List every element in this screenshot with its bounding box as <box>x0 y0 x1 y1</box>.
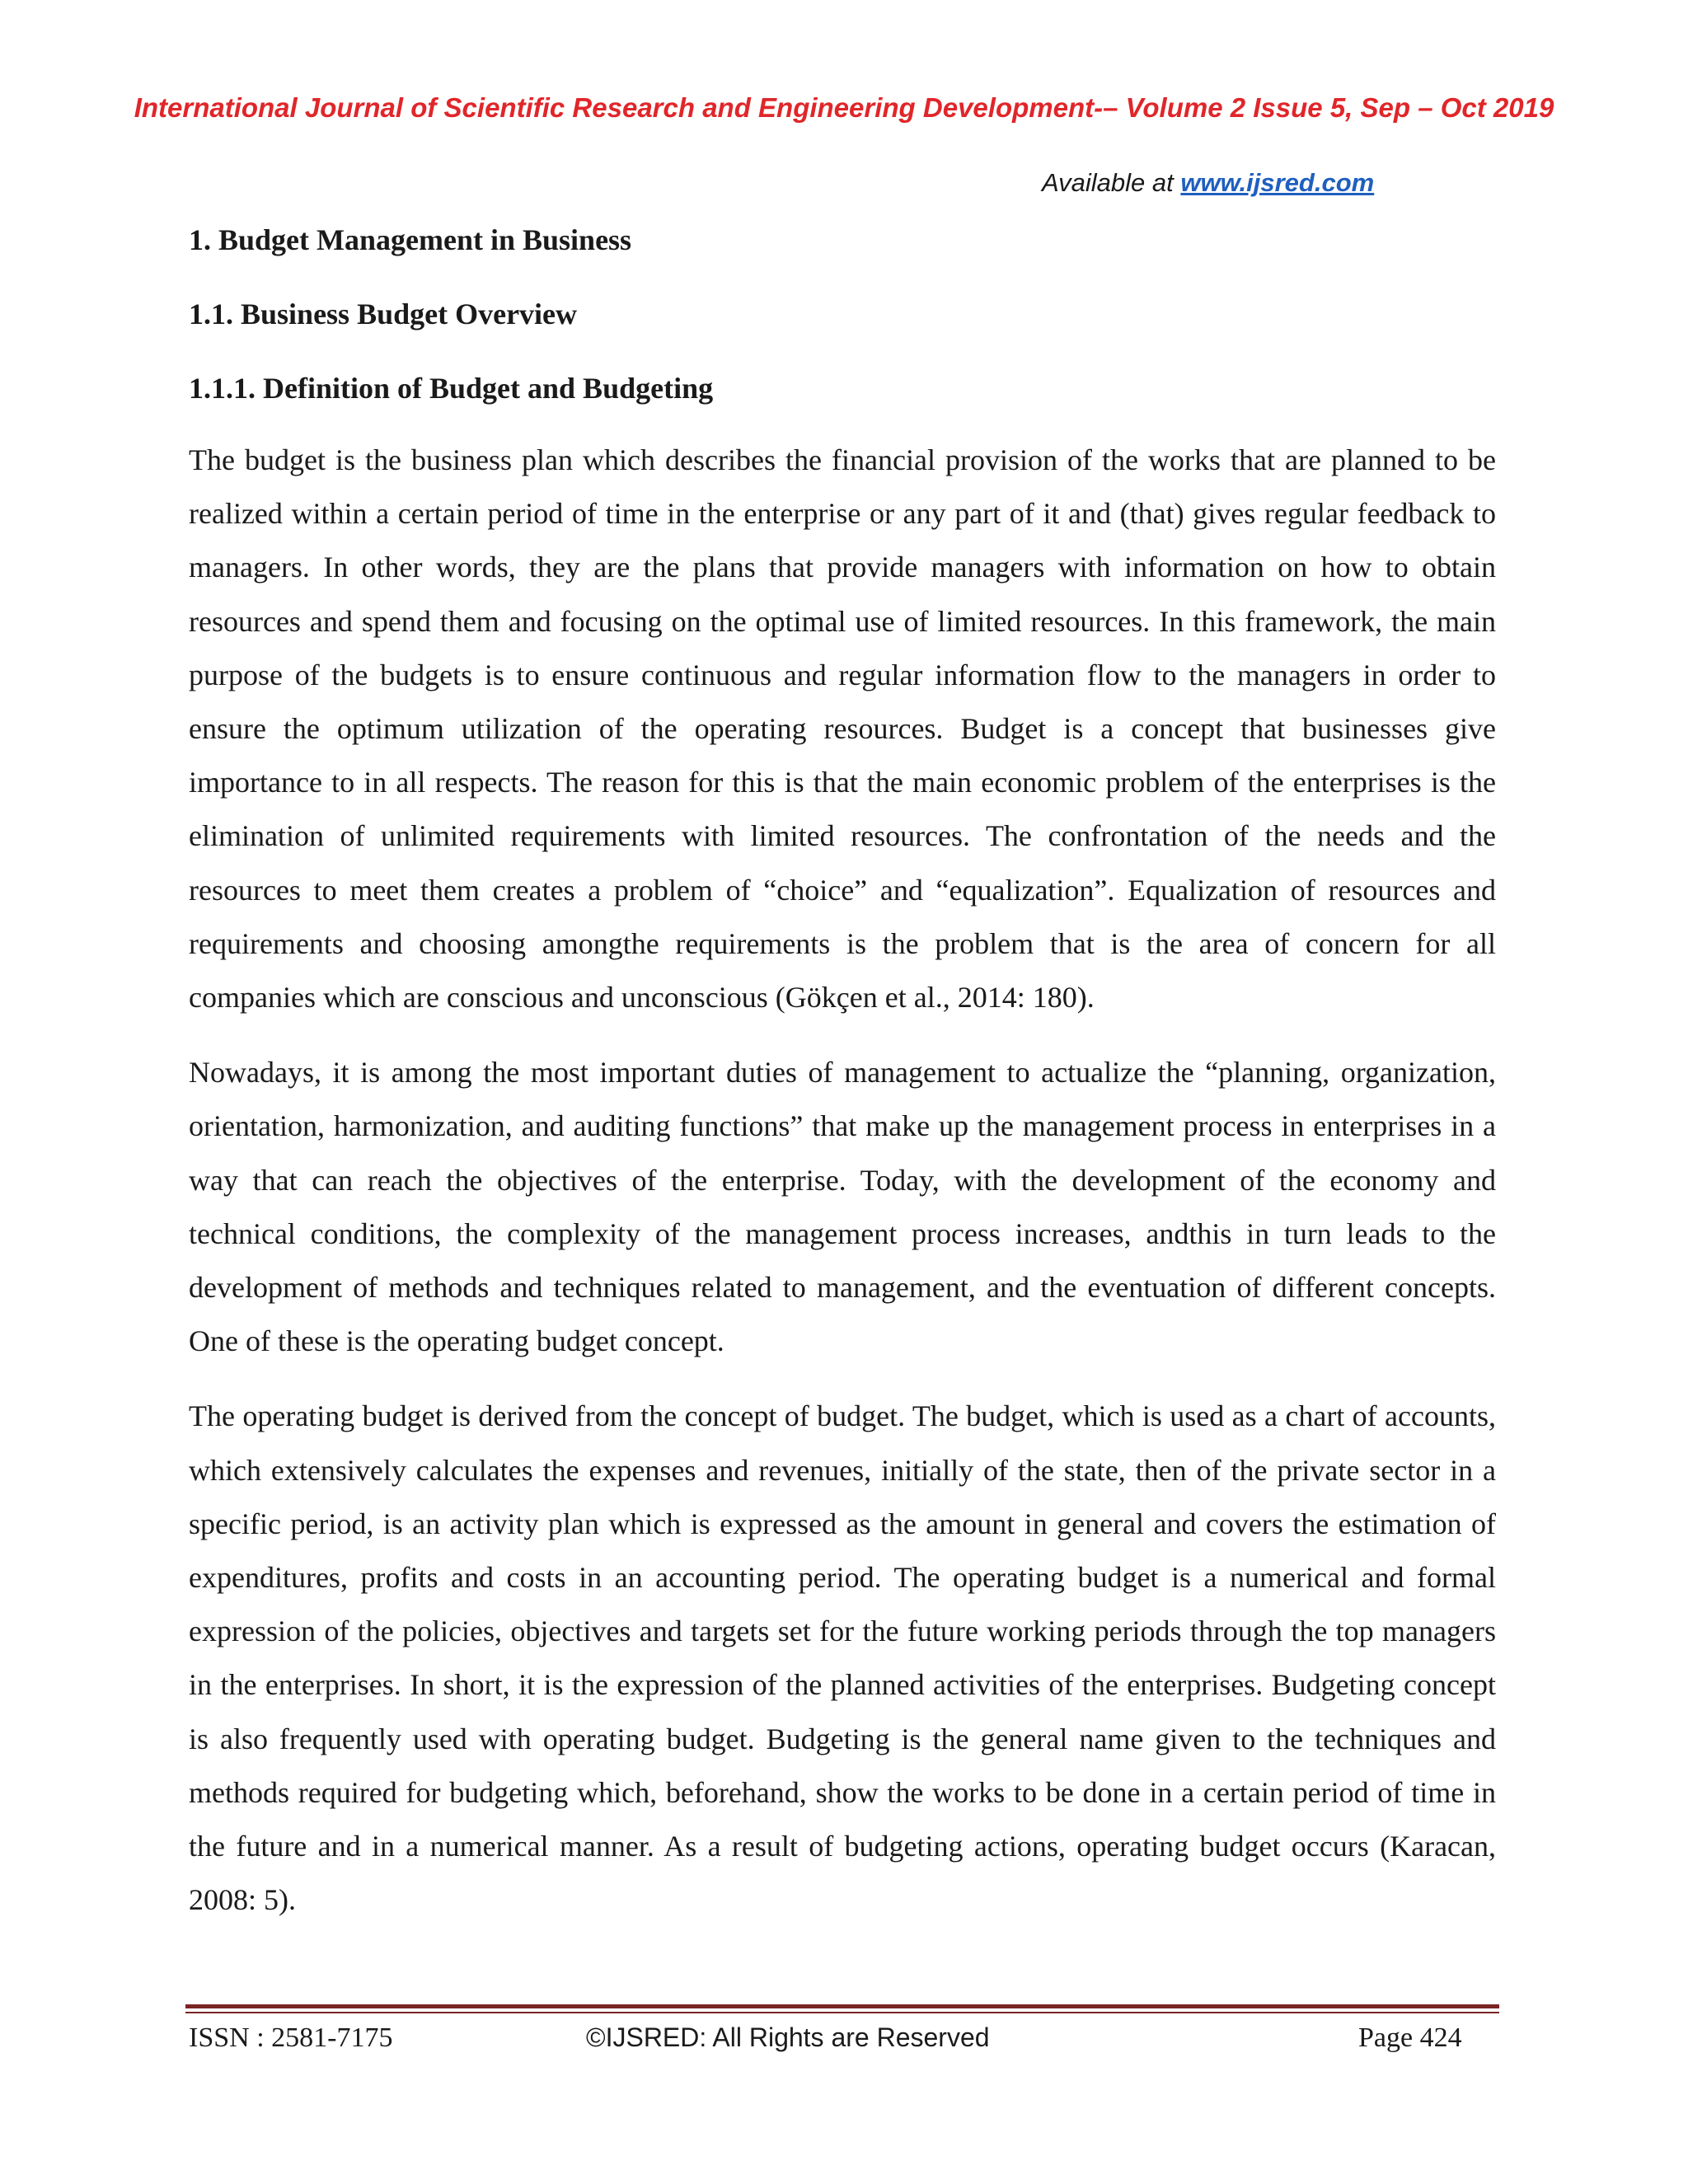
paragraph-1: The budget is the business plan which describes the financial provision of the works that are planned to be realized within a certain period of time in the enterprise or any part of it and (that) gives regular feedback to managers. In other words, they are the plans that provide managers with information on how to obtain resources and spend them and focusing on the optimal use of limited resources. In this framework, the main purpose of the budgets is to ensure continuous and regular information flow to the managers in order to ensure the optimum utilization of the operating resources. Budget is a concept that businesses give importance to in all respects. The reason for this is that the main economic problem of the enterprises is the elimination of unlimited requirements with limited resources. The confrontation of the needs and the resources to meet them creates a problem of “choice” and “equalization”. Equalization of resources and requirements and choosing amongthe requirements is the problem that is the area of concern for all companies which are conscious and unconscious (Gökçen et al., 2014: 180). <box>189 443 1496 1015</box>
available-at-label: Available at <box>1042 168 1174 197</box>
paragraph-3: The operating budget is derived from the concept of budget. The budget, which is used as a chart of accounts, which extensively calculates the expenses and revenues, initially of the state, then of the private sector in a specific period, is an activity plan which is expressed as the amount in general and covers the estimation of expenditures, profits and costs in an accounting period. The operating budget is a numerical and formal expression of the policies, objectives and targets set for the future working periods through the top managers in the enterprises. In short, it is the expression of the planned activities of the enterprises. Budgeting concept is also frequently used with operating budget. Budgeting is the general name given to the techniques and methods required for budgeting which, beforehand, show the works to be done in a certain period of time in the future and in a numerical manner. As a result of budgeting actions, operating budget occurs (Karacan, 2008: 5). <box>189 1399 1496 1917</box>
page-number: Page 424 <box>1358 2022 1462 2053</box>
section-heading: 1. Budget Management in Business <box>189 223 632 256</box>
journal-header: International Journal of Scientific Research and Engineering Development-– Volume 2 Issue 5, Sep – Oct 2019 <box>134 92 1554 123</box>
subsection-heading: 1.1. Business Budget Overview <box>189 298 578 330</box>
article-body <box>189 221 1496 1948</box>
footer-rule <box>185 2004 1499 2008</box>
paragraph-2: Nowadays, it is among the most important duties of management to actualize the “planning, organization, orientation, harmonization, and auditing functions” that make up the management process in enterprises in a way that can reach the objectives of the enterprise. Today, with the development of the economy and technical conditions, the complexity of the management process increases, andthis in turn leads to the development of methods and techniques related to management, and the eventuation of different concepts. One of these is the operating budget concept. <box>189 1056 1496 1358</box>
footer-copyright: ©IJSRED: All Rights are Reserved <box>586 2022 990 2052</box>
availability-line <box>1042 168 1374 198</box>
footer-rule-thin <box>185 2012 1499 2013</box>
subsubsection-heading: 1.1.1. Definition of Budget and Budgeting <box>189 372 714 405</box>
footer-issn: ISSN : 2581-7175 <box>189 2022 393 2053</box>
website-link[interactable]: www.ijsred.com <box>1180 168 1375 197</box>
